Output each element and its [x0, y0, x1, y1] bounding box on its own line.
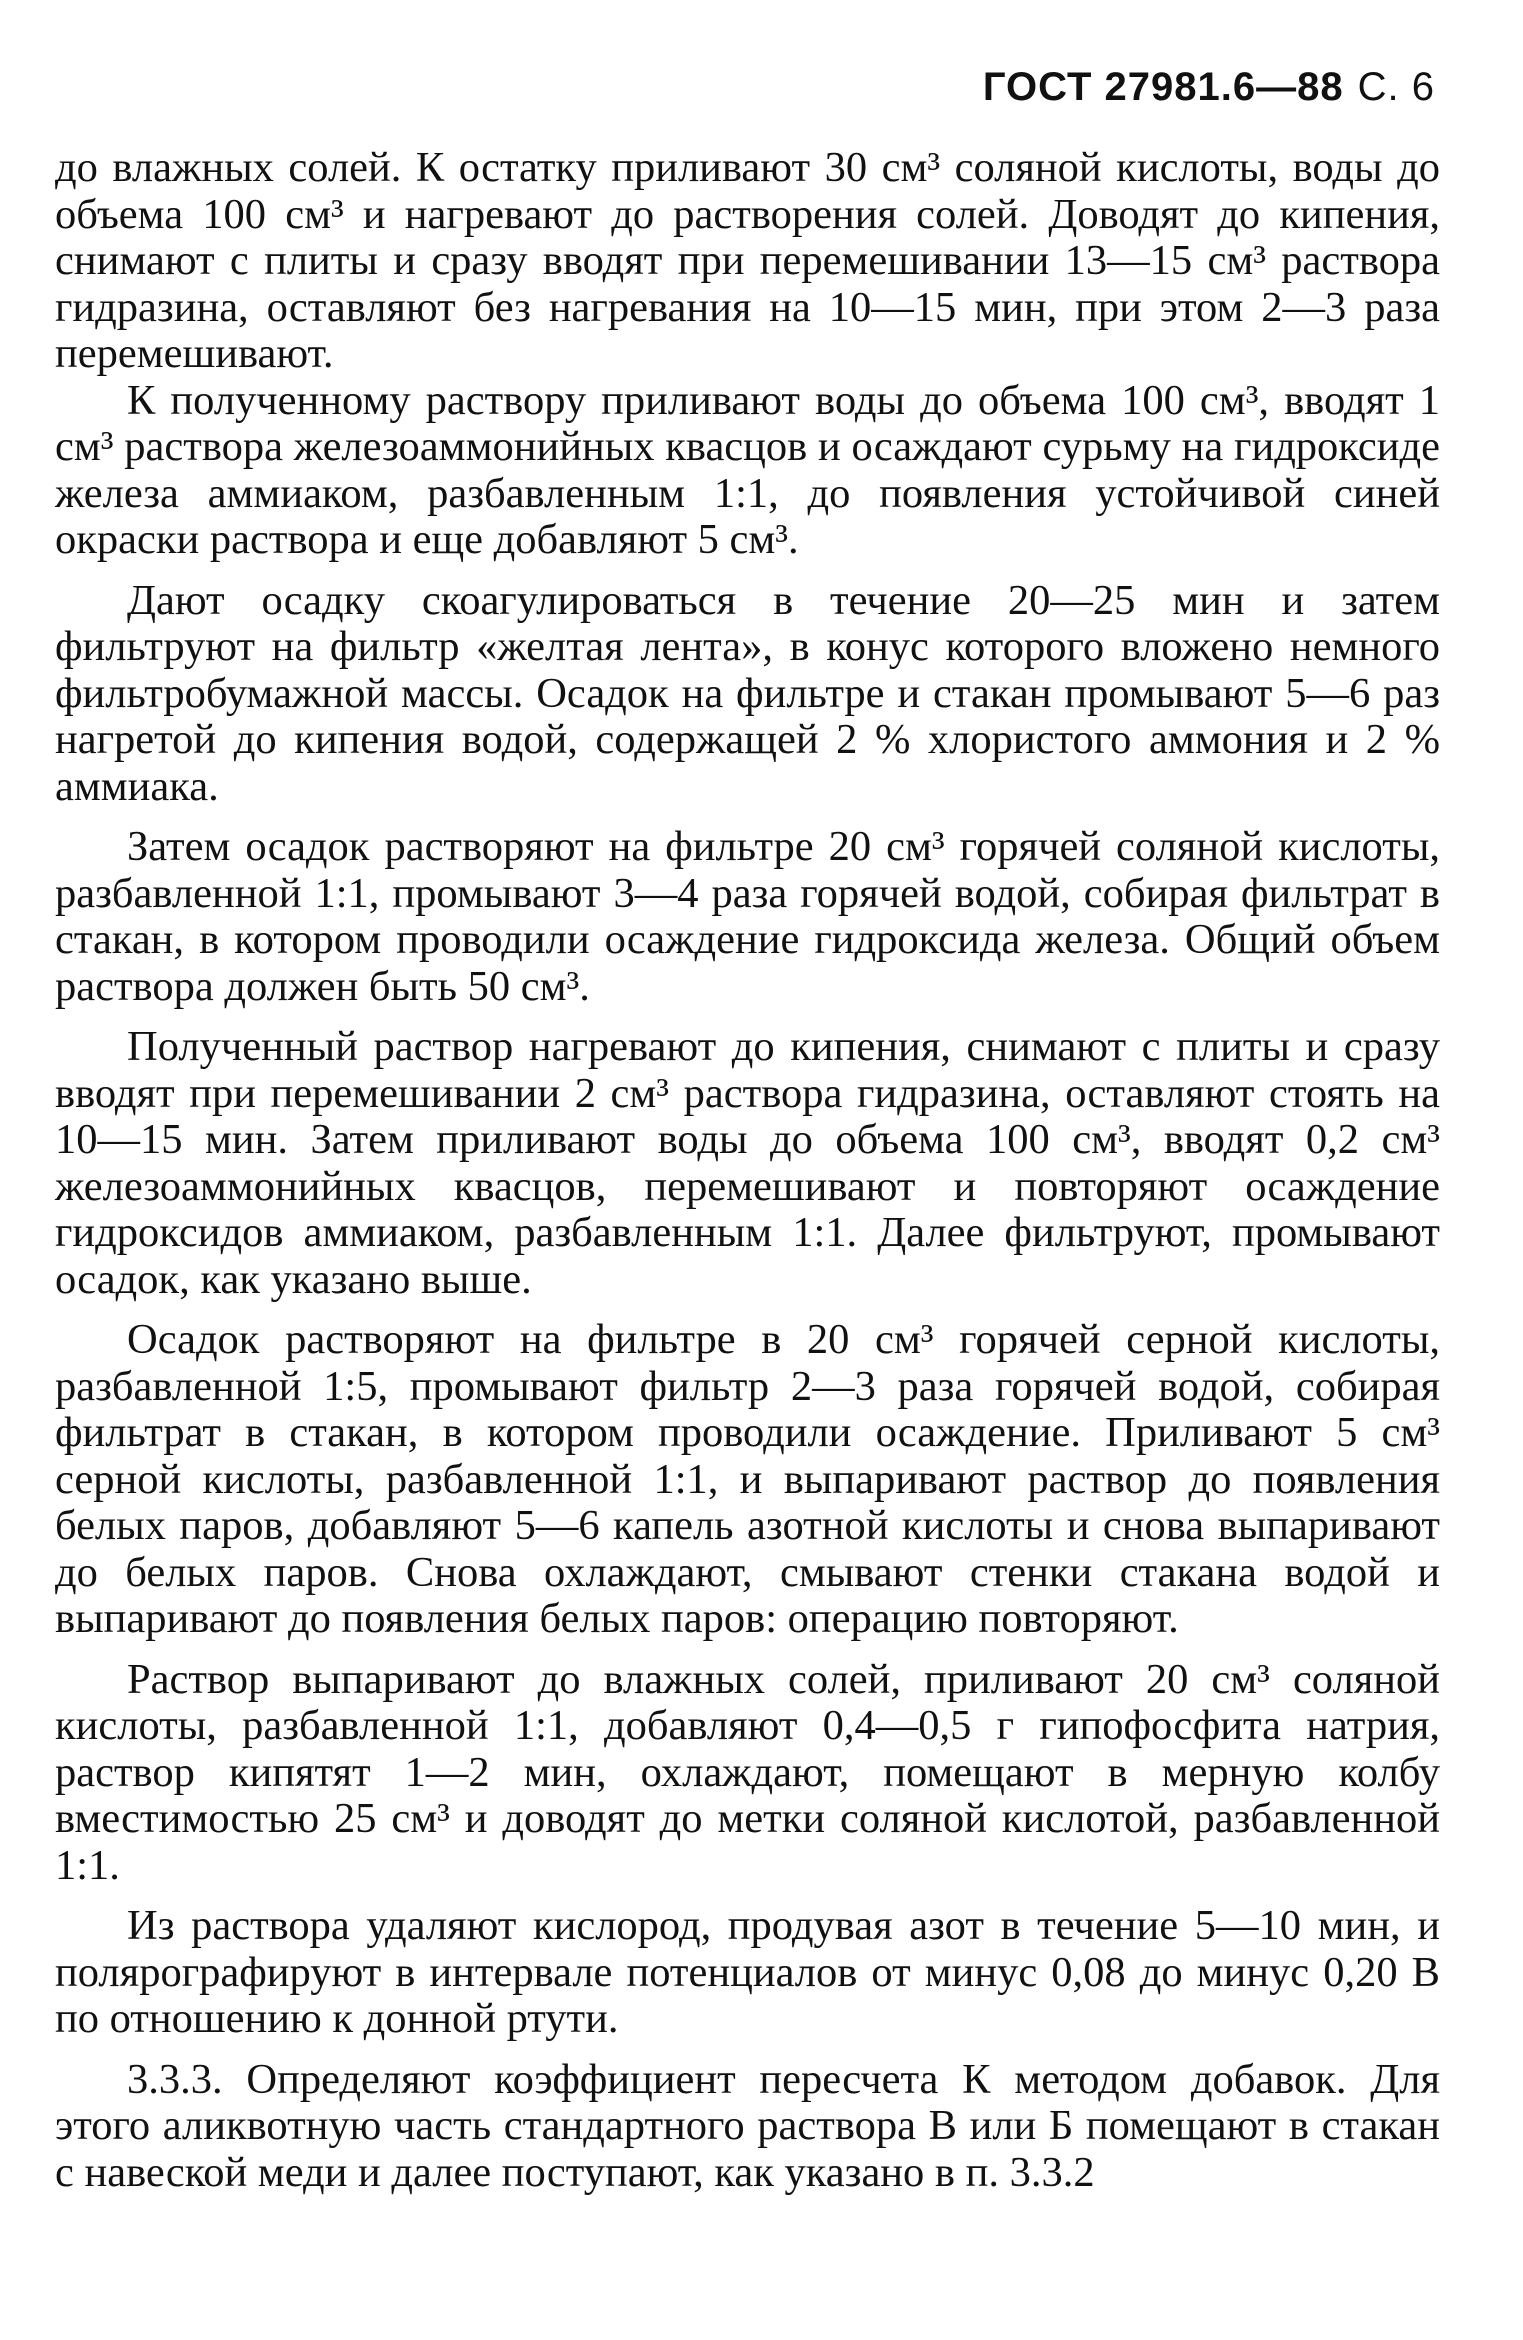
section-paragraph: 3.3.3. Определяют коэффициент пересчета К методом добавок. Для этого аликвотную часть стандартного раствора В или Б помещают в стакан с навеской меди и далее поступают, как указано в п. 3.3.2 [55, 2055, 1440, 2196]
page-header [983, 60, 1435, 111]
page-number: С. 6 [1357, 65, 1435, 109]
standard-code: ГОСТ 27981.6—88 [982, 65, 1344, 109]
paragraph: Из раствора удаляют кислород, продувая азот в течение 5—10 мин, и полярографируют в интервале потенциалов от минус 0,08 до минус 0,20 В по отношению к донной ртути. [55, 1902, 1440, 2042]
paragraph: Затем осадок растворяют на фильтре 20 см³ горячей соляной кислоты, разбавленной 1:1, промывают 3—4 раза горячей водой, собирая фильтрат в стакан, в котором проводили осаждение гидроксида железа. Общий объем раствора должен быть 50 см³. [55, 823, 1440, 1010]
paragraph: до влажных солей. К остатку приливают 30 см³ соляной кислоты, воды до объема 100 см³ и нагревают до растворения солей. Доводят до кипения, снимают с плиты и сразу вводят при перемешивании 13—15 см³ раствора гидразина, оставляют без нагревания на 10—15 мин, при этом 2—3 раза перемешивают. [55, 144, 1440, 377]
paragraph: Осадок растворяют на фильтре в 20 см³ горячей серной кислоты, разбавленной 1:5, промывают фильтр 2—3 раза горячей водой, собирая фильтрат в стакан, в котором проводили осаждение. Приливают 5 см³ серной кислоты, разбавленной 1:1, и выпаривают раствор до появления белых паров, добавляют 5—6 капель азотной кислоты и снова выпаривают до белых паров. Снова охлаждают, смывают стенки стакана водой и выпаривают до появления белых паров: операцию повторяют. [55, 1316, 1440, 1642]
body-text [55, 145, 1440, 2196]
paragraph: Полученный раствор нагревают до кипения, снимают с плиты и сразу вводят при перемешивании 2 см³ раствора гидразина, оставляют стоять на 10—15 мин. Затем приливают воды до объема 100 см³, вводят 0,2 см³ железоаммонийных квасцов, перемешивают и повторяют осаждение гидроксидов аммиаком, разбавленным 1:1. Далее фильтруют, промывают осадок, как указано выше. [55, 1023, 1440, 1303]
paragraph: Раствор выпаривают до влажных солей, приливают 20 см³ соляной кислоты, разбавленной 1:1, добавляют 0,4—0,5 г гипофосфита натрия, раствор кипятят 1—2 мин, охлаждают, помещают в мерную колбу вместимостью 25 см³ и доводят до метки соляной кислотой, разбавленной 1:1. [55, 1655, 1440, 1889]
paragraph: Дают осадку скоагулироваться в течение 20—25 мин и затем фильтруют на фильтр «желтая лента», в конус которого вложено немного фильтробумажной массы. Осадок на фильтре и стакан промывают 5—6 раз нагретой до кипения водой, содержащей 2 % хлористого аммония и 2 % аммиака. [55, 576, 1440, 810]
paragraph: К полученному раствору приливают воды до объема 100 см³, вводят 1 см³ раствора железоаммонийных квасцов и осаждают сурьму на гидроксиде железа аммиаком, разбавленным 1:1, до появления устойчивой синей окраски раствора и еще добавляют 5 см³. [55, 376, 1440, 563]
